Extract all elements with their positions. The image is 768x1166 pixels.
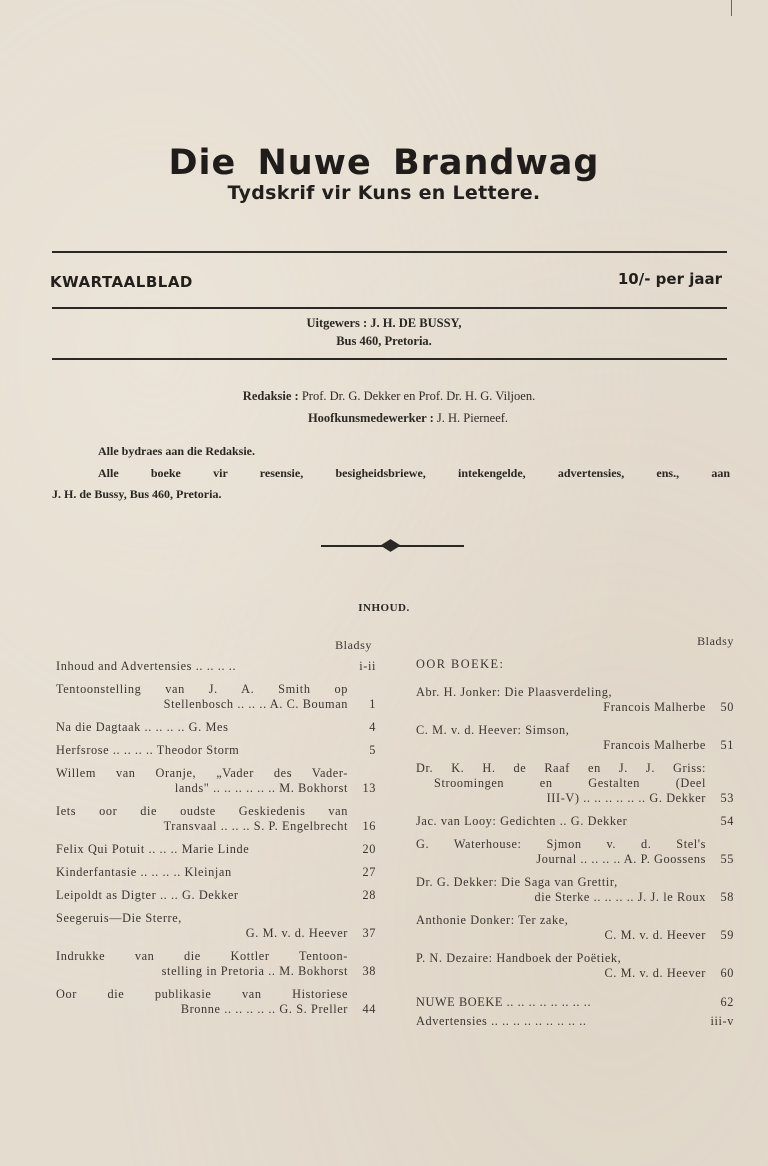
toc-page-number: 16 xyxy=(362,819,376,833)
toc-entry-author: Bronne .. .. .. .. .. G. S. Preller xyxy=(180,1002,348,1016)
toc-entry xyxy=(56,682,376,712)
editors-names: Prof. Dr. G. Dekker en Prof. Dr. H. G. Viljoen. xyxy=(298,389,536,403)
art-contributor-label: Hoofkunsmedewerker : xyxy=(307,411,434,425)
contributions-note: Alle bydraes aan die Redaksie. xyxy=(98,444,256,458)
toc-entry xyxy=(56,842,376,857)
toc-entry-title: G. Waterhouse: Sjmon v. d. Stel's xyxy=(416,837,706,851)
toc-entry xyxy=(416,995,734,1010)
toc-entry-author: III-V) .. .. .. .. .. .. G. Dekker xyxy=(546,791,706,805)
magazine-subtitle: Tydskrif vir Kuns en Lettere. xyxy=(227,182,541,204)
divider-rule xyxy=(52,251,727,253)
toc-entry-title: Kinderfantasie .. .. .. .. Kleinjan xyxy=(56,865,232,879)
toc-entry xyxy=(56,720,376,735)
toc-page-number: 28 xyxy=(362,888,376,902)
toc-page-number: 54 xyxy=(720,814,734,828)
editors-label: Redaksie : xyxy=(242,389,299,403)
page-column-label: Bladsy xyxy=(335,638,372,652)
toc-entry-title: Anthonie Donker: Ter zake, xyxy=(416,913,569,927)
editors-line xyxy=(5,389,768,404)
toc-entry xyxy=(416,837,734,867)
toc-entry-author: C. M. v. d. Heever xyxy=(604,966,706,980)
toc-entry-title: Dr. K. H. de Raaf en J. J. Griss: xyxy=(416,761,706,775)
toc-entry-author: G. M. v. d. Heever xyxy=(245,926,348,940)
magazine-title: Die Nuwe Brandwag xyxy=(168,143,600,183)
toc-entry xyxy=(56,987,376,1017)
toc-entry-title: Herfsrose .. .. .. .. Theodor Storm xyxy=(56,743,240,757)
toc-entry xyxy=(56,804,376,834)
toc-entry-author: stelling in Pretoria .. M. Bokhorst xyxy=(161,964,348,978)
frequency-label: KWARTAALBLAD xyxy=(50,273,193,291)
toc-entry-title: Abr. H. Jonker: Die Plaasverdeling, xyxy=(416,685,613,699)
toc-entry-title: Seegeruis—Die Sterre, xyxy=(56,911,182,925)
contents-right-column xyxy=(416,634,734,1037)
toc-entry xyxy=(416,951,734,981)
toc-entry xyxy=(416,875,734,905)
toc-entry-title-cont: Stroomingen en Gestalten (Deel xyxy=(434,776,706,790)
toc-entry-title: Willem van Oranje, „Vader des Vader- xyxy=(56,766,348,780)
toc-entry xyxy=(416,1014,734,1029)
toc-entry-author: Francois Malherbe xyxy=(603,738,706,752)
toc-entry xyxy=(56,949,376,979)
toc-entry-title: Oor die publikasie van Historiese xyxy=(56,987,348,1001)
toc-entry xyxy=(56,888,376,903)
diamond-ornament-icon xyxy=(380,539,400,552)
toc-entry xyxy=(56,865,376,880)
toc-page-number: 1 xyxy=(369,697,376,711)
ornamental-divider xyxy=(321,544,464,548)
toc-page-number: i-ii xyxy=(359,659,376,673)
toc-page-number: 55 xyxy=(720,852,734,866)
toc-page-number: 50 xyxy=(720,700,734,714)
divider-rule xyxy=(52,307,727,309)
toc-entry xyxy=(416,814,734,829)
page-column-label: Bladsy xyxy=(697,634,734,648)
toc-entry-title: Jac. van Looy: Gedichten .. G. Dekker xyxy=(416,814,628,828)
publisher-address: Bus 460, Pretoria. xyxy=(336,334,432,348)
toc-entry-title: Leipoldt as Digter .. .. G. Dekker xyxy=(56,888,239,902)
toc-entry-title: Iets oor die oudste Geskiedenis van xyxy=(56,804,348,818)
book-reviews-heading: OOR BOEKE: xyxy=(416,657,505,671)
contents-left-column xyxy=(56,638,376,1025)
toc-entry xyxy=(416,761,734,806)
toc-page-number: 53 xyxy=(720,791,734,805)
toc-entry xyxy=(416,913,734,943)
toc-entry-author: C. M. v. d. Heever xyxy=(604,928,706,942)
contents-heading: INHOUD. xyxy=(358,602,410,614)
toc-entry xyxy=(56,766,376,796)
toc-entry-title: Dr. G. Dekker: Die Saga van Grettir, xyxy=(416,875,618,889)
toc-entry-title: P. N. Dezaire: Handboek der Poëtiek, xyxy=(416,951,622,965)
correspondence-note: Alle boeke vir resensie, besigheidsbriewe, intekengelde, advertensies, ens., aan xyxy=(98,466,730,480)
toc-page-number: 62 xyxy=(720,995,734,1009)
toc-page-number: 44 xyxy=(362,1002,376,1016)
toc-page-number: 27 xyxy=(362,865,376,879)
toc-entry-title: Advertensies .. .. .. .. .. .. .. .. .. xyxy=(416,1014,587,1028)
toc-entry xyxy=(56,659,376,674)
art-contributor-name: J. H. Pierneef. xyxy=(433,411,509,425)
toc-page-number: 59 xyxy=(720,928,734,942)
toc-page-number: 13 xyxy=(362,781,376,795)
subscription-price: 10/- per jaar xyxy=(617,270,722,288)
toc-entry xyxy=(56,911,376,941)
toc-page-number: 60 xyxy=(720,966,734,980)
toc-entry-title: C. M. v. d. Heever: Simson, xyxy=(416,723,570,737)
publisher-line: Uitgewers : J. H. DE BUSSY, xyxy=(306,316,462,330)
toc-page-number: 20 xyxy=(362,842,376,856)
toc-entry-title: NUWE BOEKE .. .. .. .. .. .. .. .. xyxy=(416,995,592,1009)
toc-entry-title: Tentoonstelling van J. A. Smith op xyxy=(56,682,348,696)
toc-page-number: 38 xyxy=(362,964,376,978)
toc-entry-author: die Sterke .. .. .. .. J. J. le Roux xyxy=(534,890,706,904)
toc-entry-author: Journal .. .. .. .. A. P. Goossens xyxy=(536,852,706,866)
toc-entry xyxy=(56,743,376,758)
toc-entry xyxy=(416,685,734,715)
toc-entry-author: lands" .. .. .. .. .. .. M. Bokhorst xyxy=(174,781,348,795)
toc-page-number: 51 xyxy=(720,738,734,752)
toc-entry xyxy=(416,723,734,753)
toc-page-number: 5 xyxy=(369,743,376,757)
toc-entry-author: Transvaal .. .. .. S. P. Engelbrecht xyxy=(163,819,348,833)
toc-entry-title: Na die Dagtaak .. .. .. .. G. Mes xyxy=(56,720,229,734)
toc-entry-title: Felix Qui Potuit .. .. .. Marie Linde xyxy=(56,842,250,856)
toc-page-number: 58 xyxy=(720,890,734,904)
art-contributor-line xyxy=(24,411,768,426)
toc-page-number: 37 xyxy=(362,926,376,940)
toc-entry-title: Inhoud and Advertensies .. .. .. .. xyxy=(56,659,237,673)
toc-entry-author: Stellenbosch .. .. .. A. C. Bouman xyxy=(163,697,348,711)
correspondence-address: J. H. de Bussy, Bus 460, Pretoria. xyxy=(52,487,222,501)
toc-page-number: 4 xyxy=(369,720,376,734)
toc-page-number: iii-v xyxy=(710,1014,734,1028)
toc-entry-author: Francois Malherbe xyxy=(603,700,706,714)
page-crease xyxy=(731,0,732,16)
toc-entry-title: Indrukke van die Kottler Tentoon- xyxy=(56,949,348,963)
divider-rule xyxy=(52,358,727,360)
